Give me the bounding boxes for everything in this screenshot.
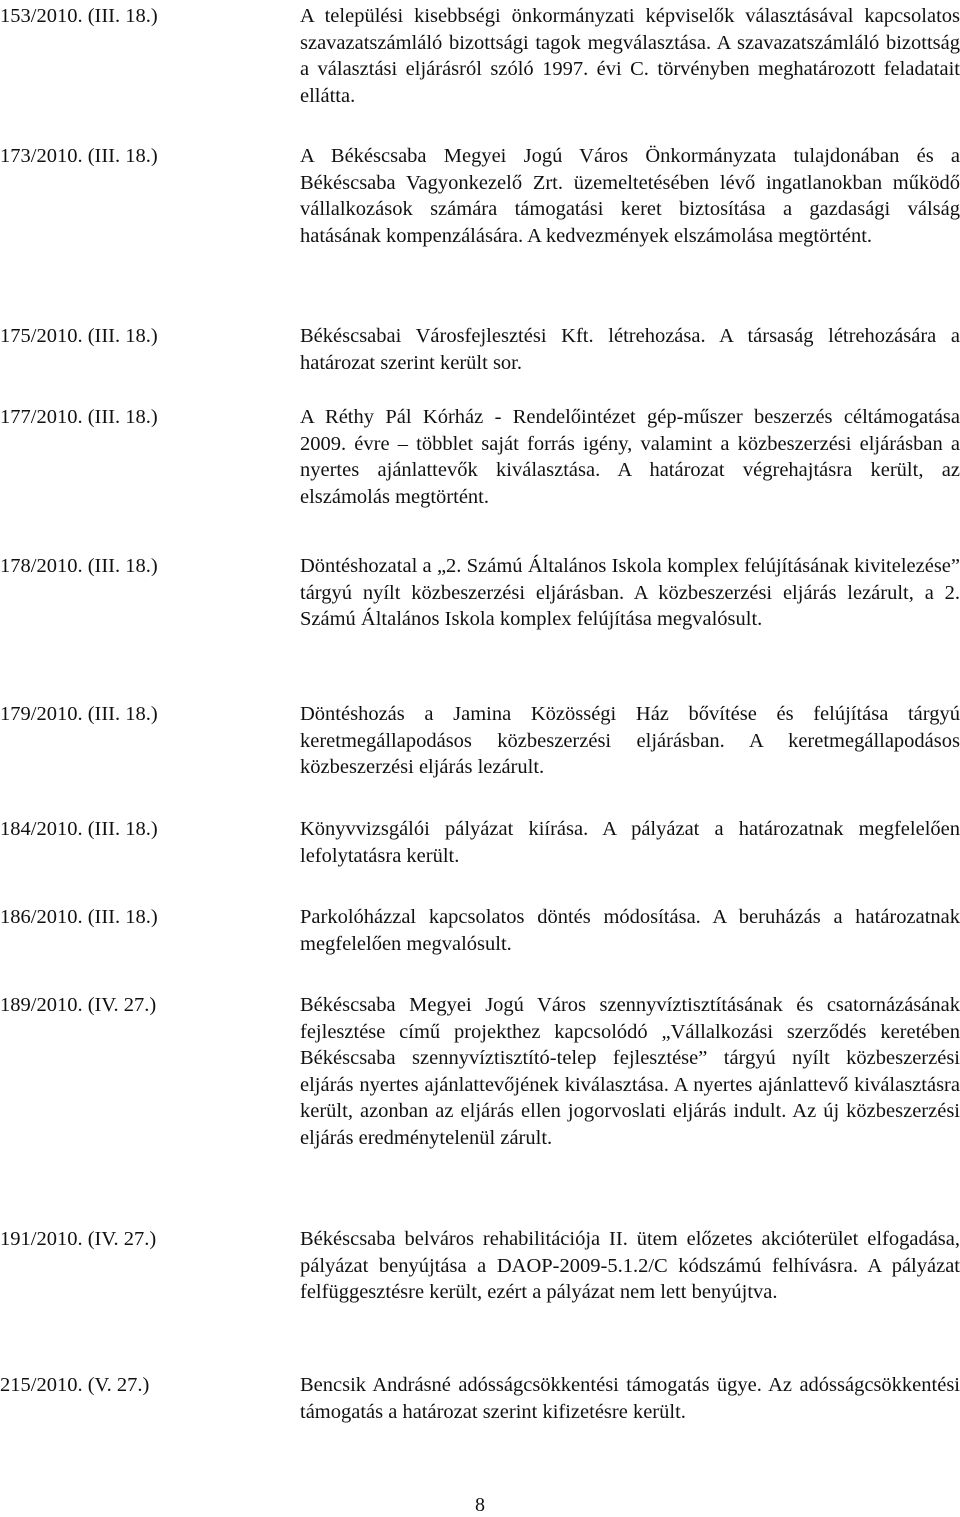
resolution-description: A Réthy Pál Kórház - Rendelőintézet gép-műszer beszerzés céltámogatása 2009. évre – többlet saját forrás igény, valamint a közbeszerzési eljárásban a nyertes ajánlattevők kiválasztása. A határozat végrehajtásra került, az elszámolás megtörtént. xyxy=(300,406,960,508)
resolution-number: 186/2010. (III. 18.) xyxy=(0,906,158,928)
resolution-description: Bencsik Andrásné adósságcsökkentési támogatás ügye. Az adósságcsökkentési támogatás a határozat szerint kifizetésre került. xyxy=(300,1374,960,1423)
resolution-description: Békéscsaba belváros rehabilitációja II. ütem előzetes akcióterület elfogadása, pályázat benyújtása a DAOP-2009-5.1.2/C kódszámú felhívásra. A pályázat felfüggesztésre került, ezért a pályázat nem lett benyújtva. xyxy=(300,1228,960,1303)
resolution-number: 173/2010. (III. 18.) xyxy=(0,145,158,167)
resolution-description: Könyvvizsgálói pályázat kiírása. A pályázat a határozatnak megfelelően lefolytatásra került. xyxy=(300,818,960,867)
resolution-description: A települési kisebbségi önkormányzati képviselők választásával kapcsolatos szavazatszámláló bizottsági tagok megválasztása. A szavazatszámláló bizottság a választási eljárásról szóló 1997. évi C. törvényben meghatározott feladatait ellátta. xyxy=(300,5,960,107)
resolution-description: Békéscsaba Megyei Jogú Város szennyvíztisztításának és csatornázásának fejlesztése című projekthez kapcsolódó „Vállalkozási szerződés keretében Békéscsaba szennyvíztisztító-telep fejlesztése” tárgyú nyílt közbeszerzési eljárás nyertes ajánlattevőjének kiválasztása. A nyertes ajánlattevő kiválasztásra került, azonban az eljárás ellen jogorvoslati eljárás indult. Az új közbeszerzési eljárás eredménytelenül zárult. xyxy=(300,994,960,1149)
resolution-number: 175/2010. (III. 18.) xyxy=(0,325,158,347)
resolution-number: 184/2010. (III. 18.) xyxy=(0,818,158,840)
resolution-number: 191/2010. (IV. 27.) xyxy=(0,1228,157,1250)
resolution-description: Döntéshozatal a „2. Számú Általános Iskola komplex felújításának kivitelezése” tárgyú nyílt közbeszerzési eljárásban. A közbeszerzési eljárás lezárult, a 2. Számú Általános Iskola komplex felújítása megvalósult. xyxy=(300,555,960,630)
resolution-description: Békéscsabai Városfejlesztési Kft. létrehozása. A társaság létrehozására a határozat szerint került sor. xyxy=(300,325,960,374)
resolution-number: 215/2010. (V. 27.) xyxy=(0,1374,150,1396)
resolution-number: 189/2010. (IV. 27.) xyxy=(0,994,157,1016)
resolution-number: 179/2010. (III. 18.) xyxy=(0,703,158,725)
resolution-description: Parkolóházzal kapcsolatos döntés módosítása. A beruházás a határozatnak megfelelően megvalósult. xyxy=(300,906,960,955)
resolution-number: 178/2010. (III. 18.) xyxy=(0,555,158,577)
resolution-number: 177/2010. (III. 18.) xyxy=(0,406,158,428)
page-number: 8 xyxy=(475,1494,485,1516)
resolution-description: A Békéscsaba Megyei Jogú Város Önkormányzata tulajdonában és a Békéscsaba Vagyonkezelő Zrt. üzemeltetésében lévő ingatlanokban működő vállalkozások számára támogatási keret biztosítása a gazdasági válság hatásának kompenzálására. A kedvezmények elszámolása megtörtént. xyxy=(300,145,960,247)
resolution-number: 153/2010. (III. 18.) xyxy=(0,5,158,27)
resolution-description: Döntéshozás a Jamina Közösségi Ház bővítése és felújítása tárgyú keretmegállapodásos közbeszerzési eljárásban. A keretmegállapodásos közbeszerzési eljárás lezárult. xyxy=(300,703,960,778)
